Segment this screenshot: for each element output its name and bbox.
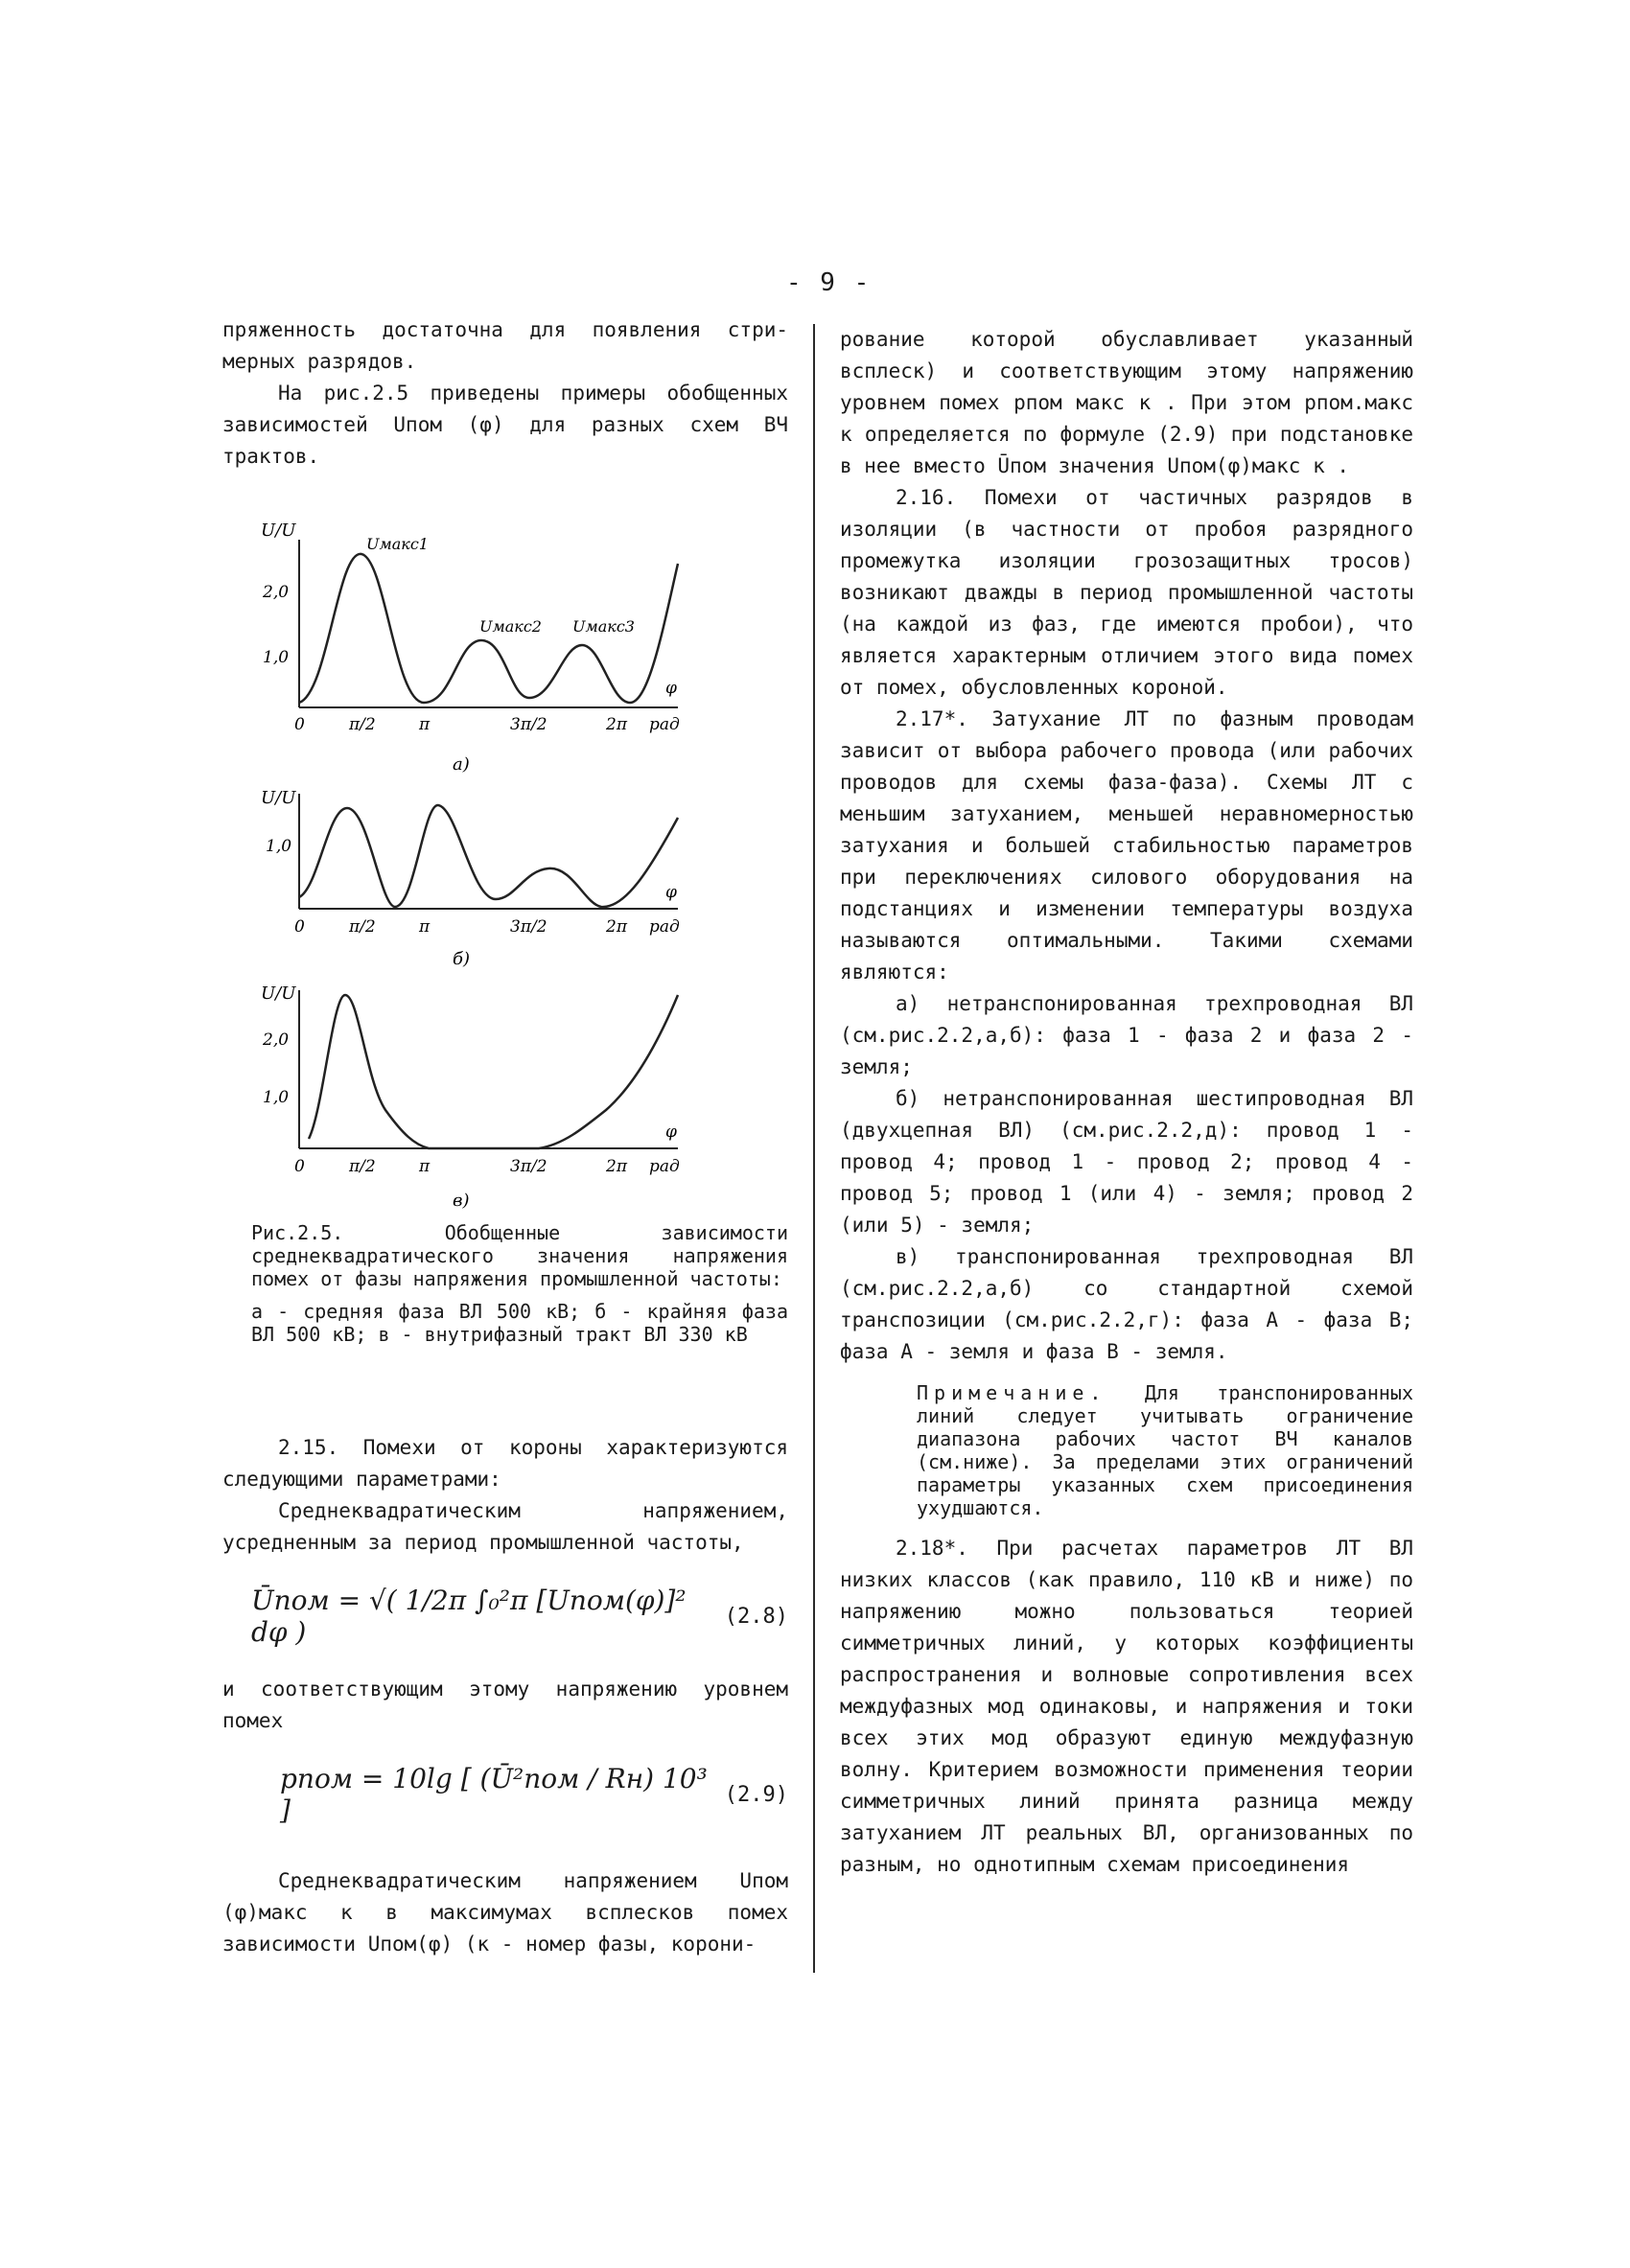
left-paragraph-5: и соответствующим этому напряжению уровнем помех xyxy=(222,1678,788,1732)
left-paragraph-4: Среднеквадратическим напряжением, усредненным за период промышленной частоты, xyxy=(222,1499,788,1554)
graph-c-x-tick-0: 0 xyxy=(294,1157,305,1176)
graph-a-x-tick-2: π xyxy=(419,715,431,734)
graph-a-x-tick-3: 3π/2 xyxy=(510,715,547,734)
graph-a-x-unit: рад xyxy=(649,715,680,734)
column-divider xyxy=(813,324,815,1973)
right-list-item-b: б) нетранспонированная шестипроводная ВЛ (двухцепная ВЛ) (см.рис.2.2,д): провод 1 - провод 4; провод 1 - провод 2; провод 4 - провод 5; провод 1 (или 4) - земля; провод 2 (или 5) - земля; xyxy=(840,1087,1413,1237)
graph-c-curve xyxy=(309,995,678,1148)
graph-b-x-var: φ xyxy=(665,883,677,902)
graph-b-y-label: U/U xyxy=(261,788,296,808)
graph-c-y-tick-2: 2,0 xyxy=(263,1030,290,1050)
graph-c-panel-label: в) xyxy=(453,1191,470,1211)
right-paragraph-1: рование которой обуславливает указанный всплеск) и соответствующим этому напряжению уровнем помех pпом макс к . При этом pпом.макс к определяется по формуле (2.9) при подстановке в нее вместо Ūпом значения Uпом(φ)макс к . xyxy=(840,328,1413,477)
graph-c-x-tick-3: 3π/2 xyxy=(510,1157,547,1176)
note-body: Для транспонированных линий следует учитывать ограничение диапазона рабочих частот ВЧ каналов (см.ниже). За пределами этих ограничений параметры указанных схем присоединения ухудшаются. xyxy=(917,1381,1413,1519)
graph-a-x-tick-4: 2π xyxy=(606,715,627,734)
note-heading: Примечание. xyxy=(917,1381,1107,1404)
graph-b-x-tick-4: 2π xyxy=(606,917,627,937)
formula-2-8-expression: Ūпом = √( 1/2π ∫₀²π [Uпом(φ)]² dφ ) xyxy=(251,1585,687,1648)
left-paragraph-6: Среднеквадратическим напряжением Uпом (φ)макс к в максимумах всплесков помех зависимости Uпом(φ) (к - номер фазы, корони- xyxy=(222,1869,788,1956)
graph-c-x-tick-2: π xyxy=(419,1157,431,1176)
graph-a-curve-label-3: Uмакс3 xyxy=(572,617,635,636)
graph-b-panel-label: б) xyxy=(453,949,471,969)
formula-2-9-expression: pпом = 10lg [ (Ū²пом / Rн) 10³ ] xyxy=(280,1763,708,1826)
graph-a-y-tick-2: 2,0 xyxy=(263,583,290,602)
page-number: - 9 - xyxy=(786,268,872,297)
right-paragraph-3: 2.17*. Затухание ЛТ по фазным проводам зависит от выбора рабочего провода (или рабочих проводов для схемы фаза-фаза). Схемы ЛТ с меньшим затуханием, меньшей неравномерностью затухания и большей стабильностью параметров при переключениях силового оборудования на подстанциях и изменении температуры воздуха называются оптимальными. Такими схемами являются: xyxy=(840,707,1413,984)
left-paragraph-3: 2.15. Помехи от короны характеризуются следующими параметрами: xyxy=(222,1436,788,1491)
note xyxy=(840,1381,1413,1519)
left-paragraph-2: На рис.2.5 приведены примеры обобщенных зависимостей Uпом (φ) для разных схем ВЧ трактов. xyxy=(222,382,788,468)
graph-b-y-tick-1: 1,0 xyxy=(266,837,292,856)
right-paragraph-2: 2.16. Помехи от частичных разрядов в изоляции (в частности от пробоя разрядного промежутка изоляции грозозащитных тросов) возникают дважды в период промышленной частоты (на каждой из фаз, где имеются пробои), что является характерным отличием этого вида помех от помех, обусловленных короной. xyxy=(840,486,1413,699)
graph-a-y-tick-1: 1,0 xyxy=(263,648,290,667)
graph-b-x-tick-3: 3π/2 xyxy=(510,917,547,937)
figure-caption: Рис.2.5. Обобщенные зависимости среднеквадратического значения напряжения помех от фазы напряжения промышленной частоты: xyxy=(251,1221,788,1290)
figure-caption-legend: а - средняя фаза ВЛ 500 кВ; б - крайняя фаза ВЛ 500 кВ; в - внутрифазный тракт ВЛ 330 кВ xyxy=(251,1300,788,1346)
graph-b-x-tick-2: π xyxy=(419,917,431,937)
graph-a-panel-label: а) xyxy=(453,754,470,775)
graph-b-x-tick-1: π/2 xyxy=(349,917,376,937)
graph-a-x-tick-0: 0 xyxy=(294,715,305,734)
graph-b xyxy=(222,784,721,976)
right-column xyxy=(840,324,1413,1881)
graph-c-y-tick-1: 1,0 xyxy=(263,1088,290,1107)
formula-2-9 xyxy=(222,1737,788,1852)
formula-2-9-number: (2.9) xyxy=(724,1782,788,1807)
left-paragraph-1: пряженность достаточна для появления стри-мерных разрядов. xyxy=(222,318,788,373)
graph-b-x-unit: рад xyxy=(649,917,680,937)
formula-2-8-number: (2.8) xyxy=(724,1604,788,1629)
graph-c-x-unit: рад xyxy=(649,1157,680,1176)
graph-a-y-label: U/U xyxy=(261,521,296,541)
left-column xyxy=(222,314,788,1960)
right-list-item-c: в) транспонированная трехпроводная ВЛ (см.рис.2.2,а,б) со стандартной схемой транспозиции (см.рис.2.2,г): фаза А - фаза В; фаза А - земля и фаза В - земля. xyxy=(840,1245,1413,1363)
graph-b-curve xyxy=(299,805,678,907)
graph-a-curve-label-1: Uмакс1 xyxy=(366,535,429,553)
formula-2-8 xyxy=(222,1559,788,1674)
graph-a-x-var: φ xyxy=(665,679,677,698)
graph-c-x-var: φ xyxy=(665,1122,677,1142)
graph-a-x-tick-1: π/2 xyxy=(349,715,376,734)
graph-c xyxy=(222,976,721,1215)
graph-a-curve-label-2: Uмакс2 xyxy=(479,617,542,636)
graph-b-x-tick-0: 0 xyxy=(294,917,305,937)
graph-c-x-tick-1: π/2 xyxy=(349,1157,376,1176)
graph-c-x-tick-4: 2π xyxy=(606,1157,627,1176)
graph-a xyxy=(222,511,721,784)
right-list-item-a: а) нетранспонированная трехпроводная ВЛ (см.рис.2.2,а,б): фаза 1 - фаза 2 и фаза 2 - земля; xyxy=(840,992,1413,1078)
graph-c-y-label: U/U xyxy=(261,984,296,1004)
right-paragraph-4: 2.18*. При расчетах параметров ЛТ ВЛ низких классов (как правило, 110 кВ и ниже) по напряжению можно пользоваться теорией симметричных линий, у которых коэффициенты распространения и волновые сопротивления всех междуфазных мод одинаковы, и напряжения и токи всех этих мод образуют единую междуфазную волну. Критерием возможности применения теории симметричных линий принята разница между затуханием ЛТ реальных ВЛ, организованных по разным, но однотипным схемам присоединения xyxy=(840,1537,1413,1876)
